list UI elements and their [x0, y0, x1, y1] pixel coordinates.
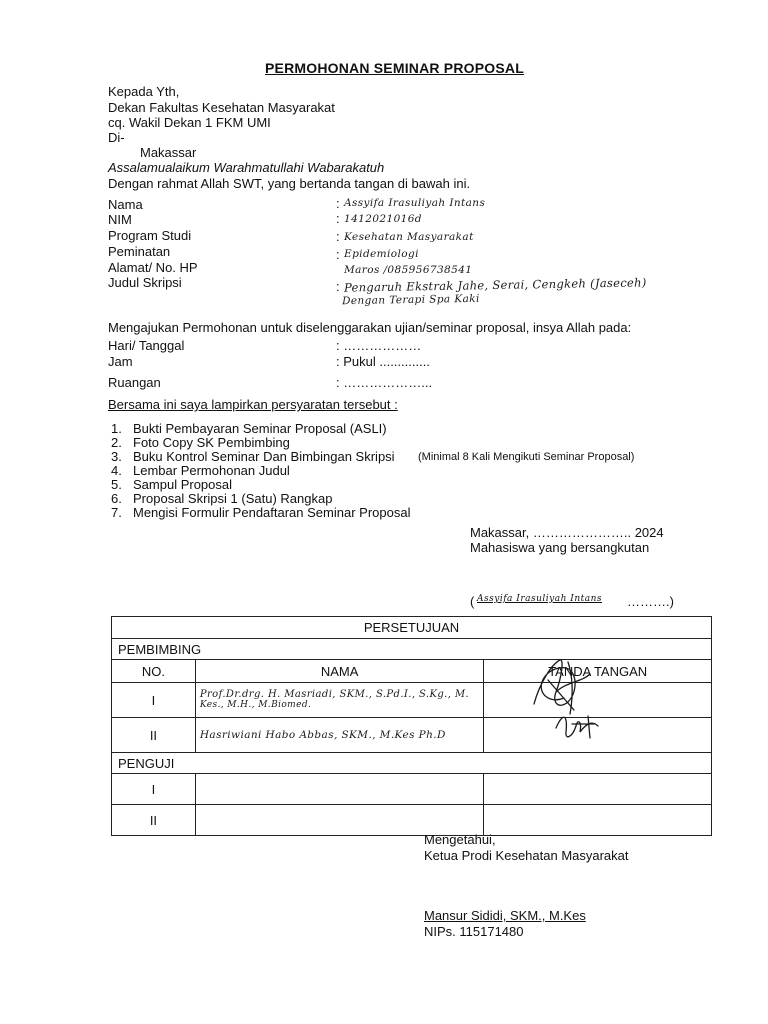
hari-label: Hari/ Tanggal — [108, 338, 185, 353]
advisor-no: I — [112, 683, 196, 718]
address-line-4: Di- — [108, 130, 125, 145]
peminatan-label: Peminatan — [108, 244, 171, 259]
advisor-name-cell — [195, 683, 483, 718]
advisor-name-line-1: Prof.Dr.drg. H. Masriadi, SKM., S.Pd.I., S.Kg., M. — [199, 689, 470, 700]
intro-text: Dengan rahmat Allah SWT, yang bertanda tangan di bawah ini. — [108, 176, 471, 191]
approval-title-row — [112, 617, 712, 639]
approval-table — [111, 616, 712, 836]
ruangan-label: Ruangan — [108, 375, 161, 390]
penguji-label: PENGUJI — [112, 753, 712, 774]
hari-value: : ……………… — [336, 338, 422, 353]
request-text: Mengajukan Permohonan untuk diselenggarakan ujian/seminar proposal, insya Allah pada: — [108, 320, 632, 335]
address-line-3: cq. Wakil Dekan 1 FKM UMI — [108, 115, 271, 130]
student-sign-open-paren: ( — [470, 594, 475, 609]
advisor-2-signature — [548, 708, 608, 744]
acknowledge-line-2: Ketua Prodi Kesehatan Masyarakat — [424, 848, 629, 863]
jam-value: : Pukul .............. — [336, 354, 430, 369]
prodi-value: Kesehatan Masyarakat — [344, 231, 474, 243]
requirement-num: 3. — [111, 449, 122, 464]
col-no-header: NO. — [112, 660, 196, 683]
address-line-1: Kepada Yth, — [108, 84, 180, 99]
requirement-text: Bukti Pembayaran Seminar Proposal (ASLI) — [133, 421, 387, 436]
advisor-no: II — [112, 718, 196, 753]
requirement-note: (Minimal 8 Kali Mengikuti Seminar Proposal) — [418, 451, 635, 463]
examiner-name-cell — [195, 805, 483, 836]
prodi-colon: : — [336, 229, 340, 244]
requirement-text: Proposal Skripsi 1 (Satu) Rangkap — [133, 491, 333, 506]
pembimbing-row — [112, 639, 712, 660]
examiner-name-cell — [195, 774, 483, 805]
address-line-5: Makassar — [140, 145, 197, 160]
judul-label: Judul Skripsi — [108, 275, 182, 290]
student-sign-name: Assyifa Irasuliyah Intans — [477, 594, 603, 604]
advisor-name-line-1: Hasriwiani Habo Abbas, SKM., M.Kes Ph.D — [199, 729, 446, 741]
requirement-num: 6. — [111, 491, 122, 506]
nama-colon: : — [336, 196, 340, 211]
requirement-text: Lembar Permohonan Judul — [133, 463, 290, 478]
penguji-row — [112, 753, 712, 774]
requirement-num: 1. — [111, 421, 122, 436]
document-title: PERMOHONAN SEMINAR PROPOSAL — [265, 60, 524, 76]
approval-title: PERSETUJUAN — [112, 617, 712, 639]
col-ttd-header: TANDA TANGAN — [484, 660, 712, 683]
address-line-2: Dekan Fakultas Kesehatan Masyarakat — [108, 100, 335, 115]
alamat-label: Alamat/ No. HP — [108, 260, 198, 275]
requirement-text: Foto Copy SK Pembimbing — [133, 435, 290, 450]
jam-label: Jam — [108, 354, 133, 369]
nim-label: NIM — [108, 212, 132, 227]
greeting: Assalamualaikum Warahmatullahi Wabarakatuh — [108, 160, 385, 175]
nim-value: 1412021016d — [344, 213, 422, 225]
alamat-value: Maros /085956738541 — [344, 264, 473, 276]
student-role: Mahasiswa yang bersangkutan — [470, 540, 650, 555]
pembimbing-label: PEMBIMBING — [112, 639, 712, 660]
table-header-row — [112, 660, 712, 683]
table-row — [112, 805, 712, 836]
table-row — [112, 774, 712, 805]
requirement-num: 5. — [111, 477, 122, 492]
judul-value-line-1: Pengaruh Ekstrak Jahe, Serai, Cengkeh (Jaseceh) — [343, 275, 647, 295]
nama-value: Assyifa Irasuliyah Intans — [344, 197, 486, 209]
examiner-no: II — [112, 805, 196, 836]
advisor-name-cell — [195, 718, 483, 753]
table-row — [112, 683, 712, 718]
requirement-num: 7. — [111, 505, 122, 520]
attachments-heading: Bersama ini saya lampirkan persyaratan tersebut : — [108, 397, 398, 412]
requirement-text: Mengisi Formulir Pendaftaran Seminar Proposal — [133, 505, 411, 520]
examiner-no: I — [112, 774, 196, 805]
nim-colon: : — [336, 211, 340, 226]
table-row — [112, 718, 712, 753]
judul-colon: : — [336, 279, 340, 294]
examiner-signature-cell — [484, 774, 712, 805]
place-date: Makassar, ………………….. 2024 — [470, 525, 664, 540]
prodi-label: Program Studi — [108, 228, 192, 243]
peminatan-colon: : — [336, 247, 340, 262]
peminatan-value: Epidemiologi — [344, 248, 419, 260]
examiner-signature-cell — [484, 805, 712, 836]
requirement-text: Buku Kontrol Seminar Dan Bimbingan Skripsi — [133, 449, 395, 464]
judul-value-line-2: Dengan Terapi Spa Kaki — [341, 292, 480, 308]
kaprodi-nip: NIPs. 115171480 — [424, 924, 524, 939]
nama-label: Nama — [108, 197, 143, 212]
requirement-num: 4. — [111, 463, 122, 478]
requirement-num: 2. — [111, 435, 122, 450]
acknowledge-line-1: Mengetahui, — [424, 832, 496, 847]
requirement-text: Sampul Proposal — [133, 477, 232, 492]
kaprodi-name: Mansur Sididi, SKM., M.Kes — [424, 908, 586, 923]
student-sign-dots: ……….) — [627, 594, 674, 609]
advisor-name-line-2: Kes., M.H., M.Biomed. — [199, 700, 312, 710]
ruangan-value: : ………………... — [336, 375, 433, 390]
col-nama-header: NAMA — [195, 660, 483, 683]
